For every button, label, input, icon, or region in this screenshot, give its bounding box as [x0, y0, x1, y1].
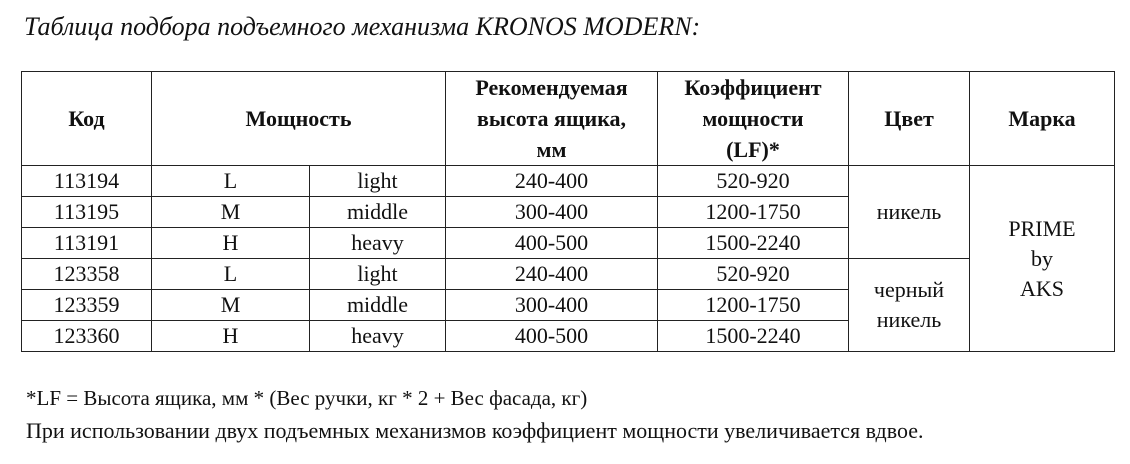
- header-height: [446, 72, 658, 166]
- mechanism-table: [21, 71, 1115, 352]
- header-height-line: высота ящика,: [476, 106, 627, 131]
- cell-code: 123359: [22, 290, 152, 321]
- cell-size: L: [152, 259, 310, 290]
- cell-weight: light: [310, 166, 446, 197]
- header-coefficient: [658, 72, 849, 166]
- header-code: Код: [22, 72, 152, 166]
- cell-color-nickel: никель: [849, 166, 970, 259]
- doubling-note: При использовании двух подъемных механизмов коэффициент мощности увеличивается вдвое.: [26, 418, 924, 443]
- cell-size: H: [152, 321, 310, 352]
- header-color: Цвет: [849, 72, 970, 166]
- cell-size: M: [152, 290, 310, 321]
- cell-code: 123358: [22, 259, 152, 290]
- page-title: Таблица подбора подъемного механизма KRONOS MODERN:: [24, 12, 701, 41]
- footnotes: [26, 384, 923, 446]
- header-height-line: Рекомендуемая: [475, 75, 628, 100]
- cell-weight: heavy: [310, 321, 446, 352]
- cell-height: 400-500: [446, 321, 658, 352]
- cell-code: 113191: [22, 228, 152, 259]
- cell-weight: middle: [310, 197, 446, 228]
- table-row: [22, 259, 1115, 290]
- brand-line: AKS: [1019, 275, 1064, 301]
- cell-lf: 1500-2240: [658, 321, 849, 352]
- cell-size: M: [152, 197, 310, 228]
- header-power: Мощность: [152, 72, 446, 166]
- cell-height: 240-400: [446, 166, 658, 197]
- cell-lf: 520-920: [658, 166, 849, 197]
- cell-size: H: [152, 228, 310, 259]
- cell-height: 300-400: [446, 290, 658, 321]
- cell-weight: heavy: [310, 228, 446, 259]
- cell-size: L: [152, 166, 310, 197]
- table-row: [22, 166, 1115, 197]
- brand-line: PRIME: [1008, 215, 1076, 241]
- header-brand: Марка: [970, 72, 1115, 166]
- header-height-line: мм: [536, 137, 567, 162]
- cell-color-black-nickel: [849, 259, 970, 352]
- header-coef-line: Коэффициент: [684, 75, 822, 100]
- cell-lf: 520-920: [658, 259, 849, 290]
- color-line: никель: [876, 307, 942, 332]
- brand-line: by: [1031, 245, 1053, 271]
- cell-height: 400-500: [446, 228, 658, 259]
- cell-code: 123360: [22, 321, 152, 352]
- cell-code: 113195: [22, 197, 152, 228]
- header-coef-line: мощности: [702, 106, 804, 131]
- lf-formula-note: *LF = Высота ящика, мм * (Вес ручки, кг * 2 + Вес фасада, кг): [26, 386, 588, 410]
- color-line: черный: [873, 277, 945, 302]
- cell-weight: middle: [310, 290, 446, 321]
- header-coef-line: (LF)*: [726, 137, 780, 162]
- table-header-row: [22, 72, 1115, 166]
- cell-lf: 1200-1750: [658, 197, 849, 228]
- cell-height: 300-400: [446, 197, 658, 228]
- cell-brand: [970, 166, 1115, 352]
- cell-code: 113194: [22, 166, 152, 197]
- cell-lf: 1200-1750: [658, 290, 849, 321]
- cell-height: 240-400: [446, 259, 658, 290]
- cell-lf: 1500-2240: [658, 228, 849, 259]
- cell-weight: light: [310, 259, 446, 290]
